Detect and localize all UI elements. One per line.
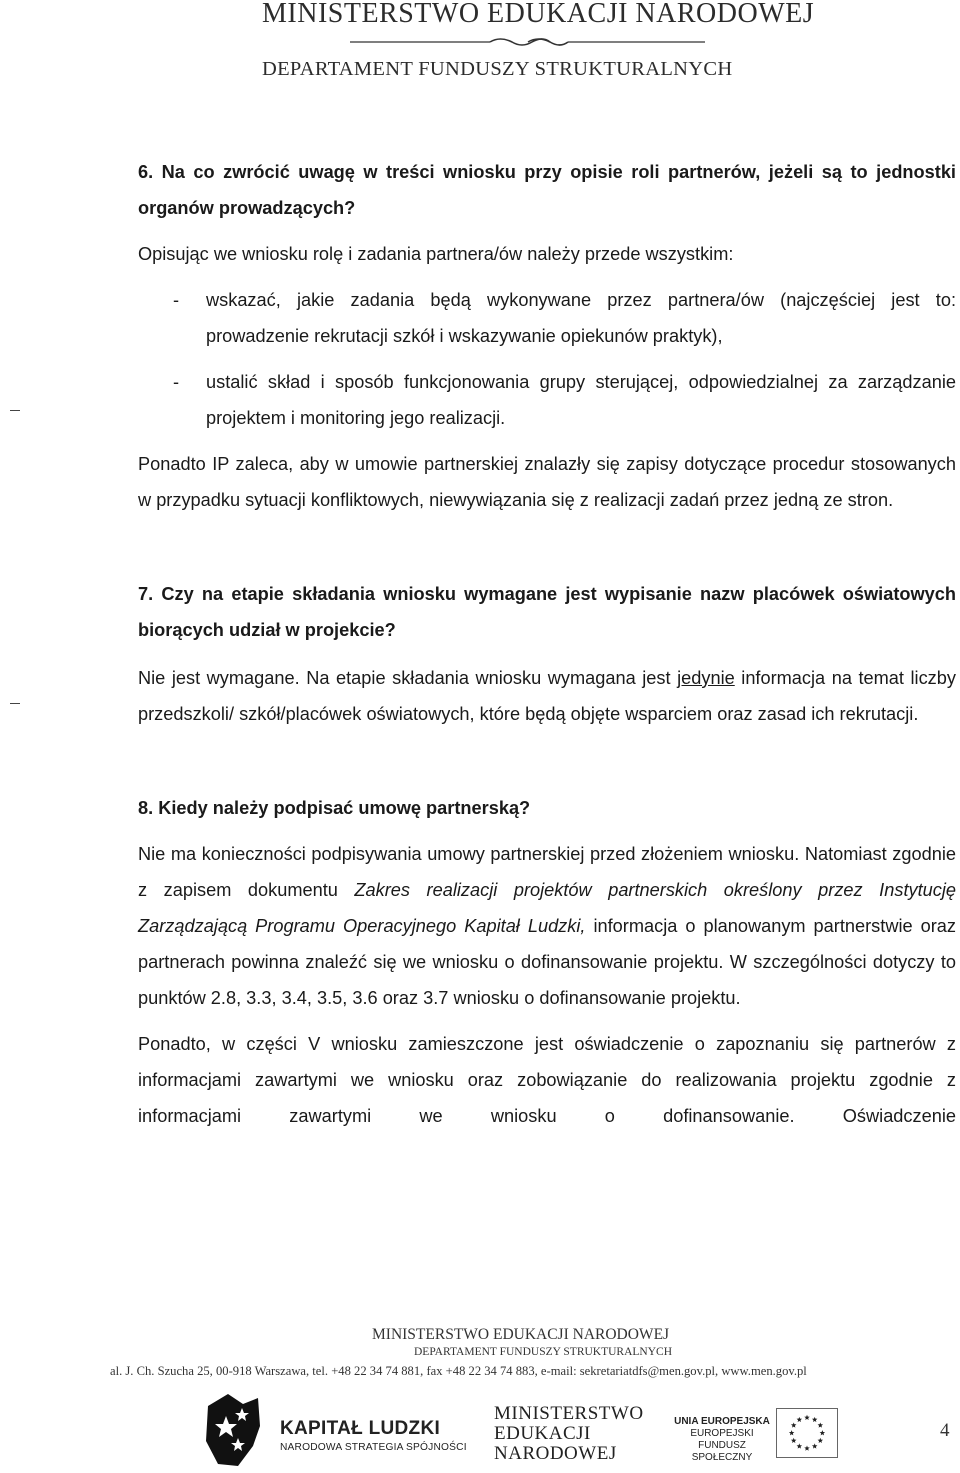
section-7-answer xyxy=(138,660,956,732)
document-body xyxy=(138,154,956,1134)
page-header xyxy=(0,0,960,90)
men-logo-line: EDUKACJI xyxy=(494,1423,591,1444)
eu-star xyxy=(812,1417,817,1422)
eu-star xyxy=(791,1422,796,1427)
page-number: 4 xyxy=(940,1420,950,1441)
men-logo xyxy=(494,1404,644,1464)
footer-subtitle: DEPARTAMENT FUNDUSZY STRUKTURALNYCH xyxy=(414,1346,673,1358)
eu-star xyxy=(797,1417,802,1422)
kapital-ludzki-logo-icon xyxy=(198,1386,268,1470)
bullet-dash: - xyxy=(173,290,180,310)
eu-star xyxy=(789,1430,794,1435)
margin-mark xyxy=(10,410,20,411)
bullet-dash: - xyxy=(173,372,180,392)
underlined-word: jedynie xyxy=(677,668,735,688)
paragraph-text: informacja o planowanym partnerstwie oraz partnerach powinna znaleźć się we wniosku o dofinansowanie projektu. W szczególności dotyczy to punktów 2.8, 3.3, 3.4, 3.5, 3.6 oraz 3.7 wniosku o dofinansowanie projektu. xyxy=(138,916,956,1008)
eu-star xyxy=(812,1443,817,1448)
page-footer xyxy=(0,1320,960,1473)
eu-logo-line: UNIA EUROPEJSKA xyxy=(674,1416,770,1427)
kapital-ludzki-logo-title: KAPITAŁ LUDZKI xyxy=(280,1418,441,1439)
footer-title: MINISTERSTWO EDUKACJI NARODOWEJ xyxy=(372,1326,670,1343)
footer-address: al. J. Ch. Szucha 25, 00-918 Warszawa, tel. +48 22 34 74 881, fax +48 22 34 74 883, e-mail: sekretariatdfs@men.gov.pl, www.men.gov.pl xyxy=(110,1364,807,1378)
header-title: MINISTERSTWO EDUKACJI NARODOWEJ xyxy=(262,0,815,29)
eu-logo-line: EUROPEJSKI xyxy=(690,1428,754,1439)
eu-flag-icon xyxy=(776,1408,838,1458)
answer-text: Nie jest wymagane. Na etapie składania wniosku wymagana jest xyxy=(138,668,678,688)
eu-logo-line: FUNDUSZ SPOŁECZNY xyxy=(691,1440,753,1463)
section-6-heading: 6. Na co zwrócić uwagę w treści wniosku przy opisie roli partnerów, jeżeli są to jednostki organów prowadzących? xyxy=(138,162,956,218)
eu-star xyxy=(791,1438,796,1443)
kapital-ludzki-logo-subtitle: NARODOWA STRATEGIA SPÓJNOŚCI xyxy=(280,1442,467,1453)
section-6-paragraph: Ponadto IP zaleca, aby w umowie partnerskiej znalazły się zapisy dotyczące procedur stosowanych w przypadku sytuacji konfliktowych, niewywiązania się z realizacji zadań przez jedną ze stron. xyxy=(138,454,956,510)
eu-star xyxy=(818,1438,823,1443)
bullet-text: ustalić skład i sposób funkcjonowania grupy sterującej, odpowiedzialnej za zarządzanie projektem i monitoring jego realizacji. xyxy=(206,372,956,428)
eu-logo-text xyxy=(672,1416,772,1464)
section-6-intro: Opisując we wniosku rolę i zadania partnera/ów należy przede wszystkim: xyxy=(138,244,734,264)
eu-star xyxy=(797,1443,802,1448)
eu-star xyxy=(818,1422,823,1427)
paragraph-text: Nie ma konieczności podpisywania umowy partnerskiej przed złożeniem wniosku. Natomiast zgodnie z zapisem dokumentu xyxy=(138,844,956,900)
document-title: Zakres realizacji projektów partnerskich określony przez Instytucję Zarządzającą Programu Operacyjnego Kapitał Ludzki, xyxy=(138,880,957,936)
section-8-paragraph-2: Ponadto, w części V wniosku zamieszczone jest oświadczenie o zapoznaniu się partnerów z informacjami zawartymi we wniosku oraz zobowiązanie do realizowania projektu zgodnie z informacjami zawartymi we wniosku o dofinansowanie. Oświadczenie xyxy=(138,1034,956,1126)
bullet-text: wskazać, jakie zadania będą wykonywane przez partnera/ów (najczęściej jest to: prowadzenie rekrutacji szkół i wskazywanie opiekunów praktyk), xyxy=(206,290,956,346)
answer-text: informacja na temat liczby przedszkoli/ szkół/placówek oświatowych, które będą objęte wsparciem oraz zasad ich rekrutacji. xyxy=(138,668,956,724)
header-ornament xyxy=(350,36,705,48)
eu-star xyxy=(804,1415,809,1420)
men-logo-line: NARODOWEJ xyxy=(494,1443,617,1464)
eu-star xyxy=(804,1445,809,1450)
list-item xyxy=(138,364,956,436)
section-8-paragraph-1 xyxy=(138,836,956,1016)
margin-mark xyxy=(10,703,20,704)
list-item xyxy=(138,282,956,354)
men-logo-line: MINISTERSTWO xyxy=(494,1403,644,1424)
header-subtitle: DEPARTAMENT FUNDUSZY STRUKTURALNYCH xyxy=(262,58,733,80)
section-7-heading: 7. Czy na etapie składania wniosku wymagane jest wypisanie nazw placówek oświatowych biorących udział w projekcie? xyxy=(138,584,956,640)
section-8-heading: 8. Kiedy należy podpisać umowę partnerską? xyxy=(138,798,531,818)
eu-star xyxy=(820,1430,825,1435)
